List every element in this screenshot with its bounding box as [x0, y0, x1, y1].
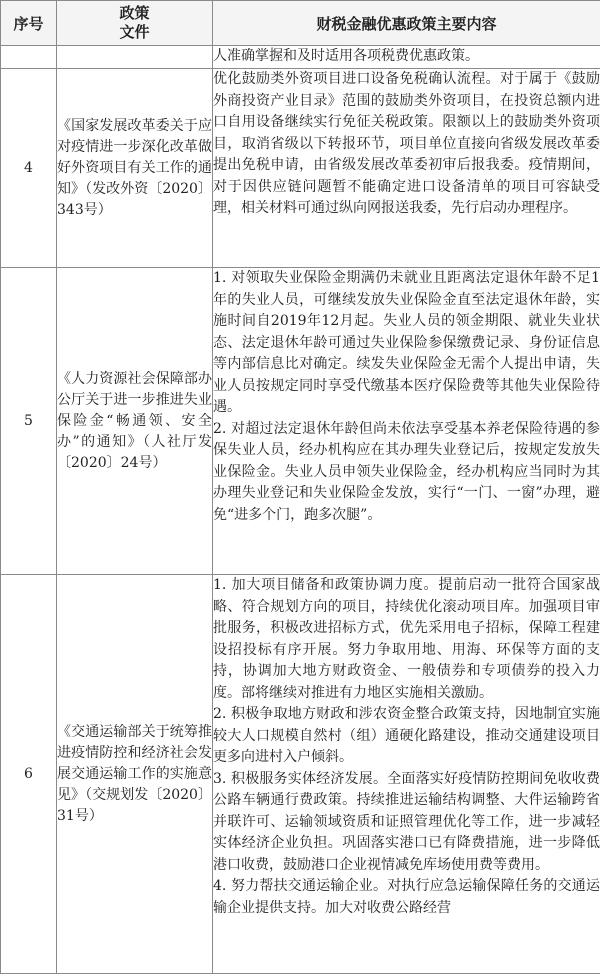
content-paragraph: 人准确掌握和及时适用各项税费优惠政策。 [213, 46, 600, 68]
content-paragraph: 1. 对领取失业保险金期满仍未就业且距离法定退休年龄不足1年的失业人员，可继续发放失业保险金直至法定退休年龄，实施时间自2019年12月起。失业人员的领金期限、就业失业状态、法定退休年龄可通过失业保险参保缴费记录、身份证信息等内部信息比对确定。续发失业保险金无需个人提出申请，失业人员按规定同时享受代缴基本医疗保险费等其他失业保险待遇。 [213, 268, 600, 419]
row-number: 5 [1, 268, 57, 575]
content-paragraph: 2. 对超过法定退休年龄但尚未依法享受基本养老保险待遇的参保失业人员，经办机构应在其办理失业登记后，按规定发放失业保险金。失业人员申领失业保险金，经办机构应当同时为其办理失业登记和失业保险金发放，实行“一门、一窗”办理，避免“进多个门，跑多次腿”。 [213, 419, 600, 527]
policy-content [213, 69, 600, 268]
header-doc [57, 1, 213, 46]
table-row [1, 268, 600, 575]
policy-document: 《人力资源社会保障部办公厅关于进一步推进失业保险金“畅通领、安全办”的通知》（人社厅发〔2020〕24号） [57, 268, 213, 575]
header-content: 财税金融优惠政策主要内容 [213, 1, 600, 46]
header-doc-line2: 文件 [57, 23, 212, 42]
header-no: 序号 [1, 1, 57, 46]
content-paragraph: 3. 积极服务实体经济发展。全面落实好疫情防控期间免收收费公路车辆通行费政策。持续推进运输结构调整、大件运输跨省并联许可、运输领域资质和证照管理优化等工作，进一步减轻实体经济企业负担。巩固落实港口已有降费措施，进一步降低港口收费，鼓励港口企业视情减免库场使用费等费用。 [213, 769, 600, 877]
table-row [1, 575, 600, 974]
row-continuation-doc [57, 46, 213, 69]
content-paragraph: 优化鼓励类外资项目进口设备免税确认流程。对于属于《鼓励外商投资产业目录》范围的鼓励类外资项目，在投资总额内进口自用设备继续实行免征关税政策。限额以上的鼓励类外资项目，取消省级以下转报环节，项目单位直接向省级发展改革委提出免税申请，由省级发展改革委初审后报我委。疫情期间，对于因供应链问题暂不能确定进口设备清单的项目可容缺受理，相关材料可通过纵向网报送我委，先行启动办理程序。 [213, 69, 600, 220]
row-continuation-content [213, 46, 600, 69]
policy-document: 《交通运输部关于统筹推进疫情防控和经济社会发展交通运输工作的实施意见》（交规划发〔2020〕31号） [57, 575, 213, 974]
row-number: 6 [1, 575, 57, 974]
header-row [1, 1, 600, 46]
row-number: 4 [1, 69, 57, 268]
content-paragraph: 1. 加大项目储备和政策协调力度。提前启动一批符合国家战略、符合规划方向的项目，持续优化滚动项目库。加强项目审批服务，积极改进招标方式，优先采用电子招标，保障工程建设招投标有序开展。努力争取用地、用海、环保等方面的支持，协调加大地方财政资金、一般债券和专项债券的投入力度。部将继续对推进有力地区实施相关激励。 [213, 575, 600, 704]
content-paragraph: 4. 努力帮扶交通运输企业。对执行应急运输保障任务的交通运输企业提供支持。加大对收费公路经营 [213, 876, 600, 919]
policy-content [213, 575, 600, 974]
table-row-continuation [1, 46, 600, 69]
table-row [1, 69, 600, 268]
header-doc-line1: 政策 [57, 4, 212, 23]
content-paragraph: 2. 积极争取地方财政和涉农资金整合政策支持，因地制宜实施较大人口规模自然村（组）通硬化路建设，推动交通建设项目更多向进村入户倾斜。 [213, 704, 600, 769]
policy-document: 《国家发展改革委关于应对疫情进一步深化改革做好外资项目有关工作的通知》（发改外资〔2020〕343号） [57, 69, 213, 268]
row-continuation-no [1, 46, 57, 69]
policy-content [213, 268, 600, 575]
